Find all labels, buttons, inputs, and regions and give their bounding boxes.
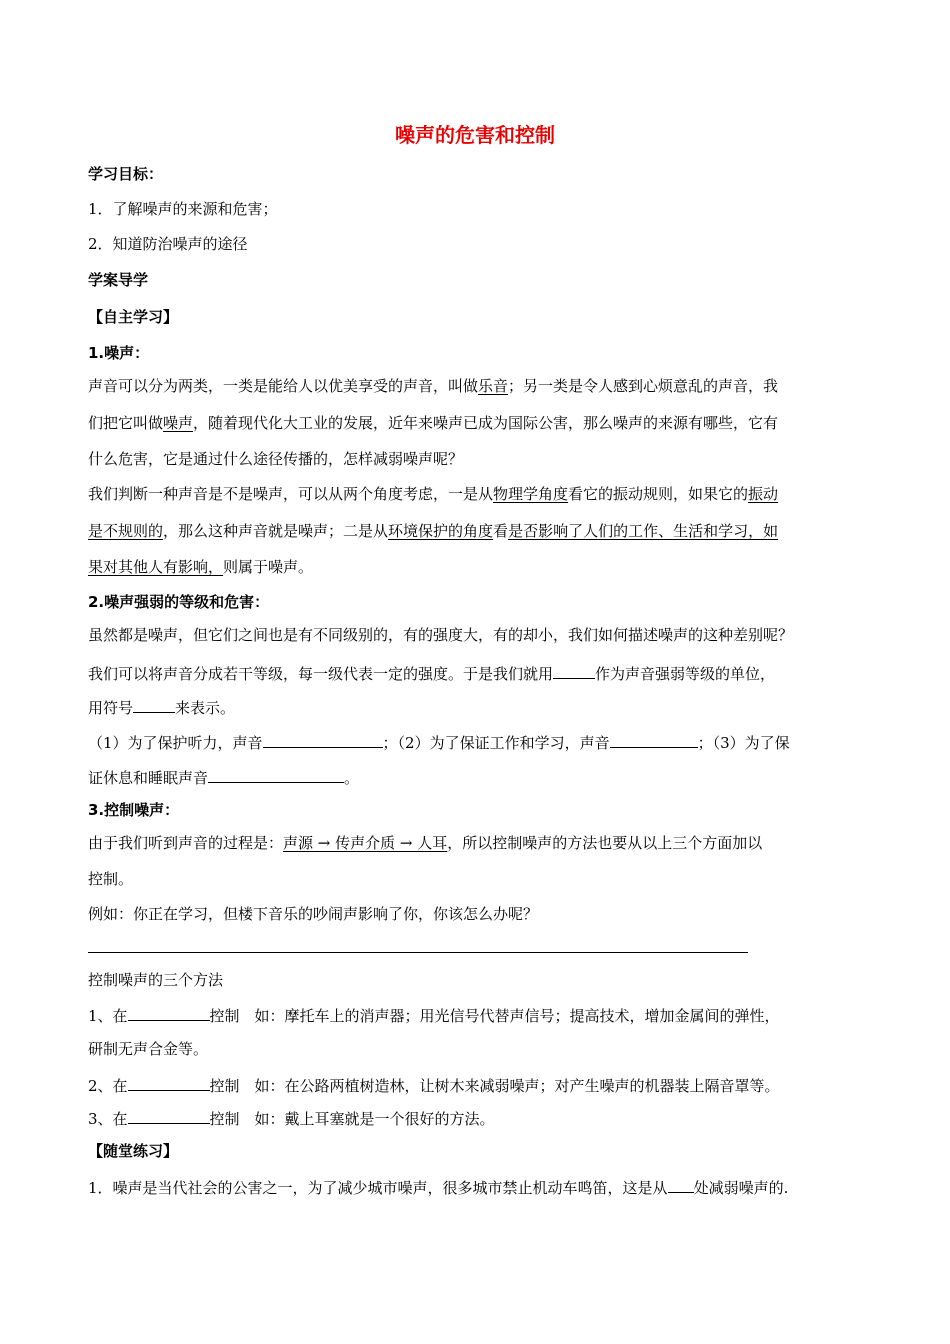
underlined-term: 果对其他人有影响， <box>88 558 224 576</box>
fill-blank-practice-1[interactable] <box>668 1178 694 1193</box>
objectives-heading: 学习目标： <box>88 165 164 183</box>
fill-blank-method-1[interactable] <box>128 1006 210 1021</box>
s2-line2 <box>88 664 775 682</box>
text: ，所以控制噪声的方法也要从以上三个方面加以 <box>447 834 763 852</box>
s1-paragraph1-line1 <box>88 379 778 394</box>
underlined-term: 物理学角度 <box>493 485 569 503</box>
text: 看 <box>493 522 509 540</box>
text: 则属于噪声。 <box>223 558 314 576</box>
self-study-heading: 【自主学习】 <box>88 308 179 326</box>
section-3-heading: 3.控制噪声： <box>88 801 180 819</box>
s2-line5 <box>88 768 359 786</box>
text: ；另一类是令人感到心烦意乱的声音，我 <box>508 377 779 395</box>
text: 证休息和睡眠声音 <box>88 769 209 787</box>
underlined-term: 环境保护的角度 <box>388 522 494 540</box>
text: 控制 如：摩托车上的消声器；用光信号代替声信号；提高技术，增加金属间的弹性， <box>209 1007 780 1025</box>
text: 声音可以分为两类，一类是能给人以优美享受的声音，叫做 <box>88 377 479 395</box>
underlined-term: 噪声 <box>163 414 194 432</box>
objective-item-2: 2．知道防治噪声的途径 <box>88 235 248 253</box>
s1-paragraph1-line2 <box>88 416 778 431</box>
underlined-term: 是不规则的 <box>88 522 164 540</box>
practice-heading: 【随堂练习】 <box>88 1142 179 1160</box>
s1-paragraph2-line3 <box>88 560 313 575</box>
methods-heading: 控制噪声的三个方法 <box>88 971 224 989</box>
s2-line3 <box>88 698 235 716</box>
fill-blank-method-3[interactable] <box>128 1109 210 1124</box>
text: 1、在 <box>88 1007 128 1025</box>
method-1-line2: 研制无声合金等。 <box>88 1040 209 1058</box>
fill-blank-symbol[interactable] <box>133 698 175 713</box>
fill-blank-method-2[interactable] <box>128 1076 210 1091</box>
answer-line[interactable] <box>88 952 748 953</box>
method-1-line1 <box>88 1006 780 1024</box>
text: 们把它叫做 <box>88 414 164 432</box>
method-2 <box>88 1076 780 1094</box>
text: 1．噪声是当代社会的公害之一，为了减少城市噪声，很多城市禁止机动车鸣笛，这是从 <box>88 1179 668 1197</box>
method-3 <box>88 1109 495 1127</box>
text: 来表示。 <box>175 699 236 717</box>
practice-question-1 <box>88 1178 788 1196</box>
sound-path-chain: 声源 → 传声介质 → 人耳 <box>283 834 448 852</box>
s3-line1 <box>88 836 762 851</box>
fill-blank-unit[interactable] <box>553 664 595 679</box>
text: 控制 如：在公路两植树造林，让树木来减弱噪声；对产生噪声的机器装上隔音罩等。 <box>209 1077 780 1095</box>
page-title: 噪声的危害和控制 <box>395 123 555 147</box>
fill-blank-sleep[interactable] <box>208 768 344 783</box>
text: 用符号 <box>88 699 134 717</box>
section-1-heading: 1.噪声： <box>88 344 150 362</box>
objective-item-1: 1．了解噪声的来源和危害； <box>88 200 278 218</box>
fill-blank-work[interactable] <box>610 733 698 748</box>
s1-paragraph1-line3: 什么危害，它是通过什么途径传播的，怎样减弱噪声呢？ <box>88 450 464 468</box>
s2-line1: 虽然都是噪声，但它们之间也是有不同级别的，有的强度大，有的却小，我们如何描述噪声的这种差别呢？ <box>88 626 794 644</box>
text: 作为声音强弱等级的单位， <box>595 665 776 683</box>
text: ，随着现代化大工业的发展，近年来噪声已成为国际公害，那么噪声的来源有哪些，它有 <box>193 414 779 432</box>
s1-paragraph2-line1 <box>88 487 778 502</box>
underlined-term: 是否影响了人们的工作、生活和学习，如 <box>508 522 779 540</box>
text: 2、在 <box>88 1077 128 1095</box>
s1-paragraph2-line2 <box>88 524 778 539</box>
underlined-term: 乐音 <box>478 377 509 395</box>
guide-heading: 学案导学 <box>88 271 149 289</box>
section-2-heading: 2.噪声强弱的等级和危害： <box>88 593 270 611</box>
fill-blank-hearing[interactable] <box>263 733 383 748</box>
text: ，那么这种声音就是噪声；二是从 <box>163 522 389 540</box>
text: （1）为了保护听力，声音 <box>88 734 263 752</box>
text: 处减弱噪声的. <box>693 1179 789 1197</box>
text: 我们判断一种声音是不是噪声，可以从两个角度考虑，一是从 <box>88 485 494 503</box>
text: ；（2）为了保证工作和学习，声音 <box>382 734 610 752</box>
text: 3、在 <box>88 1110 128 1128</box>
underlined-term: 振动 <box>748 485 779 503</box>
s3-example: 例如：你正在学习，但楼下音乐的吵闹声影响了你，你该怎么办呢？ <box>88 905 539 923</box>
text: 我们可以将声音分成若干等级，每一级代表一定的强度。于是我们就用 <box>88 665 554 683</box>
text: ；（3）为了保 <box>697 734 790 752</box>
text: 控制 如：戴上耳塞就是一个很好的方法。 <box>209 1110 495 1128</box>
text: 看它的振动规则，如果它的 <box>568 485 749 503</box>
s3-line2: 控制。 <box>88 870 134 888</box>
text: 。 <box>344 769 360 787</box>
text: 由于我们听到声音的过程是： <box>88 834 284 852</box>
s2-line4 <box>88 733 790 751</box>
